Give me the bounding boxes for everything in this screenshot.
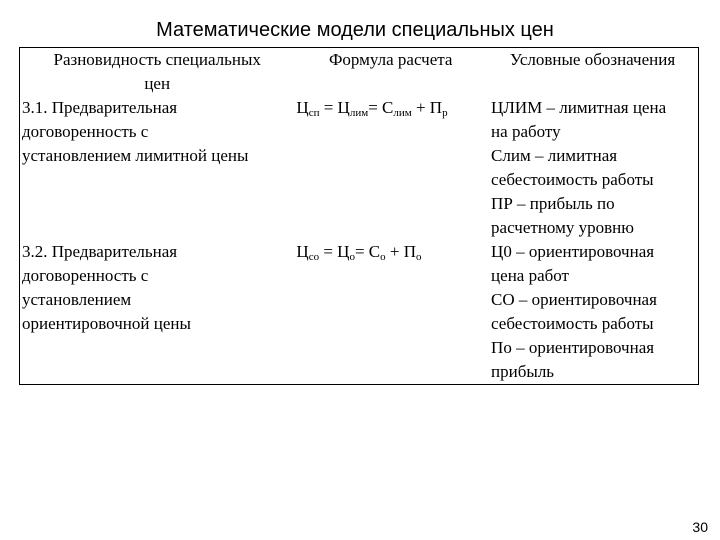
row2-type-line4: ориентировочной цены [22,314,191,333]
row2-notation-line6: прибыль [491,362,555,381]
header-type-line2: цен [144,74,171,93]
special-prices-table [19,47,699,385]
header-type [20,48,295,97]
row2-notation-line2: цена работ [491,266,569,285]
row1-notation-line4: себестоимость работы [491,170,654,189]
row1-type-line3: установлением лимитной цены [22,146,249,165]
header-type-line1: Разновидность специальных [53,50,261,69]
header-notation: Условные обозначения [509,50,676,69]
row2-notation [487,240,698,385]
row2-formula [294,240,487,385]
row1-notation-line1: ЦЛИМ – лимитная цена [491,98,667,117]
row2-type-line3: установлением [22,290,132,309]
row2-type [20,240,295,385]
row2-type-line1: 3.2. Предварительная [22,242,178,261]
row1-notation-line2: на работу [491,122,561,141]
row2-notation-line3: СО – ориентировочная [491,290,657,309]
row1-notation-line3: Слим – лимитная [491,146,618,165]
row2-notation-line4: себестоимость работы [491,314,654,333]
row1-type-line1: 3.1. Предварительная [22,98,178,117]
header-formula: Формула расчета [328,50,453,69]
row1-notation [487,96,698,240]
row2-notation-line5: По – ориентировочная [491,338,655,357]
table-row [20,240,699,385]
page-title: Математические модели специальных цен [156,19,554,41]
table-row [20,96,699,240]
row2-notation-line1: Ц0 – ориентировочная [491,242,655,261]
page-number: 30 [692,519,708,535]
row2-formula-line: $Ц_{со} = Ц_о= С_о + П_о$ [296,242,422,263]
row2-type-line2: договоренность с [22,266,149,285]
row1-formula-line: $Ц_{сп} = Ц_{лим}= С_{лим} + П_р$ [296,98,448,119]
row1-notation-line6: расчетному уровню [491,218,634,237]
row1-formula [294,96,487,240]
row1-type [20,96,295,240]
row1-notation-line5: ПР – прибыль по [491,194,615,213]
row1-type-line2: договоренность с [22,122,149,141]
table-header-row [20,48,699,97]
